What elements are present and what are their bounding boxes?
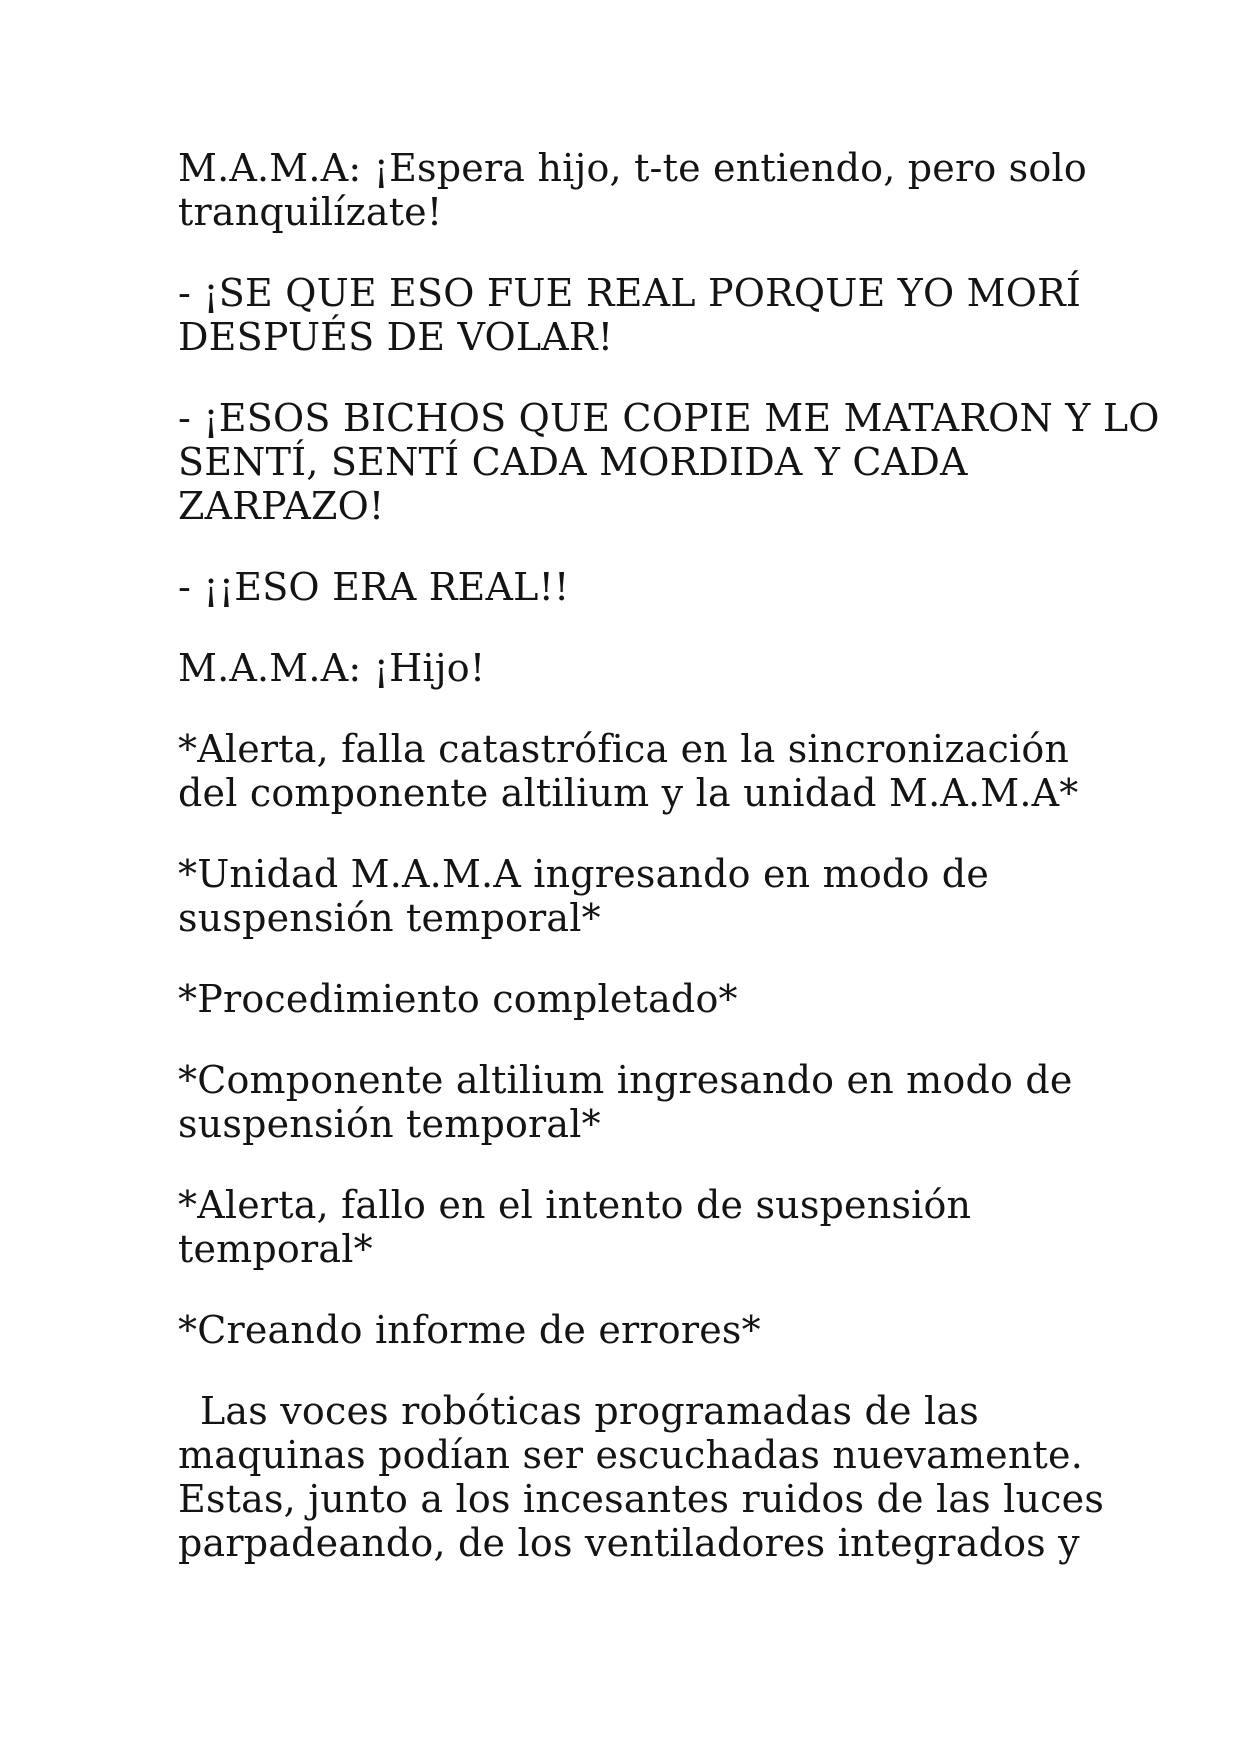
document-body <box>178 146 1160 1602</box>
text-line: - ¡ESOS BICHOS QUE COPIE ME MATARON Y LO <box>178 396 1160 440</box>
text-line: *Procedimiento completado* <box>178 977 738 1021</box>
text-line: *Creando informe de errores* <box>178 1308 761 1352</box>
text-line: maquinas podían ser escuchadas nuevamente. <box>178 1433 1083 1477</box>
text-line: tranquilízate! <box>178 190 443 234</box>
text-line: *Alerta, falla catastrófica en la sincronización <box>178 727 1070 771</box>
text-line: M.A.M.A: ¡Hijo! <box>178 646 486 690</box>
dialogue-paragraph-5 <box>178 646 1078 690</box>
dialogue-paragraph-1 <box>178 146 1087 234</box>
system-message-paragraph-2 <box>178 852 1078 940</box>
narrative-paragraph <box>178 1389 1105 1565</box>
text-line: parpadeando, de los ventiladores integrados y <box>178 1521 1080 1565</box>
system-message-paragraph-6 <box>178 1308 1078 1352</box>
text-line: - ¡¡ESO ERA REAL!! <box>178 565 570 609</box>
text-line: *Componente altilium ingresando en modo de <box>178 1058 1073 1102</box>
dialogue-paragraph-2 <box>178 271 1082 359</box>
text-line: Estas, junto a los incesantes ruidos de las luces <box>178 1477 1105 1521</box>
dialogue-paragraph-4 <box>178 565 1078 609</box>
text-line: temporal* <box>178 1227 373 1271</box>
system-message-paragraph-4 <box>178 1058 1078 1146</box>
text-line: - ¡SE QUE ESO FUE REAL PORQUE YO MORÍ <box>178 271 1082 315</box>
text-line: suspensión temporal* <box>178 1102 601 1146</box>
text-line: *Alerta, fallo en el intento de suspensión <box>178 1183 972 1227</box>
text-line: del componente altilium y la unidad M.A.M.A* <box>178 771 1079 815</box>
system-message-paragraph-1 <box>178 727 1078 815</box>
dialogue-paragraph-3 <box>178 396 1160 528</box>
text-line: Las voces robóticas programadas de las <box>200 1389 979 1433</box>
text-line: DESPUÉS DE VOLAR! <box>178 315 614 359</box>
system-message-paragraph-3 <box>178 977 1078 1021</box>
text-line: M.A.M.A: ¡Espera hijo, t-te entiendo, pero solo <box>178 146 1087 190</box>
system-message-paragraph-5 <box>178 1183 1078 1271</box>
text-line: SENTÍ, SENTÍ CADA MORDIDA Y CADA <box>178 440 968 484</box>
text-line: *Unidad M.A.M.A ingresando en modo de <box>178 852 990 896</box>
text-line: ZARPAZO! <box>178 484 385 528</box>
text-line: suspensión temporal* <box>178 896 601 940</box>
